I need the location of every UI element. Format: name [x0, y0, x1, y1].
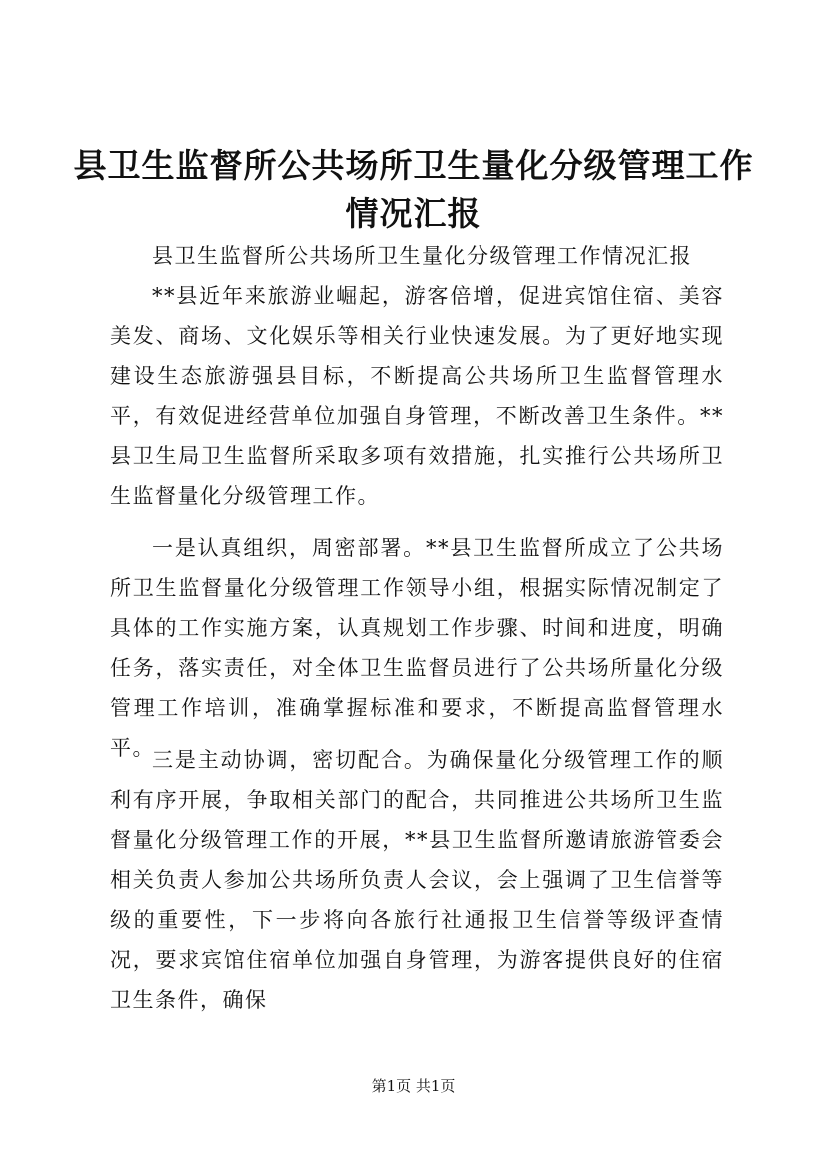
paragraph-2: 一是认真组织，周密部署。**县卫生监督所成立了公共场所卫生监督量化分级管理工作领导小组，根据实际情况制定了具体的工作实施方案，认真规划工作步骤、时间和进度，明确任务，落实责任，对全体卫生监督员进行了公共场所量化分级管理工作培训，准确掌握标准和要求，不断提高监督管理水平。 — [110, 536, 724, 760]
document-subtitle: 县卫生监督所公共场所卫生量化分级管理工作情况汇报 — [152, 244, 692, 268]
paragraph-1: **县近年来旅游业崛起，游客倍增，促进宾馆住宿、美容美发、商场、文化娱乐等相关行业快速发展。为了更好地实现建设生态旅游强县目标，不断提高公共场所卫生监督管理水平，有效促进经营单位加强自身管理，不断改善卫生条件。**县卫生局卫生监督所采取多项有效措施，扎实推行公共场所卫生监督量化分级管理工作。 — [110, 284, 724, 508]
page-number-footer: 第1页 共1页 — [371, 1077, 456, 1095]
paragraph-3: 三是主动协调，密切配合。为确保量化分级管理工作的顺利有序开展，争取相关部门的配合，共同推进公共场所卫生监督量化分级管理工作的开展，**县卫生监督所邀请旅游管委会相关负责人参加公共场所负责人会议，会上强调了卫生信誉等级的重要性，下一步将向各旅行社通报卫生信誉等级评查情况，要求宾馆住宿单位加强自身管理，为游客提供良好的住宿卫生条件，确保 — [110, 748, 724, 1012]
document-title-line-1: 县卫生监督所公共场所卫生量化分级管理工作 — [73, 146, 754, 185]
document-title-line-2: 情况汇报 — [345, 194, 482, 233]
